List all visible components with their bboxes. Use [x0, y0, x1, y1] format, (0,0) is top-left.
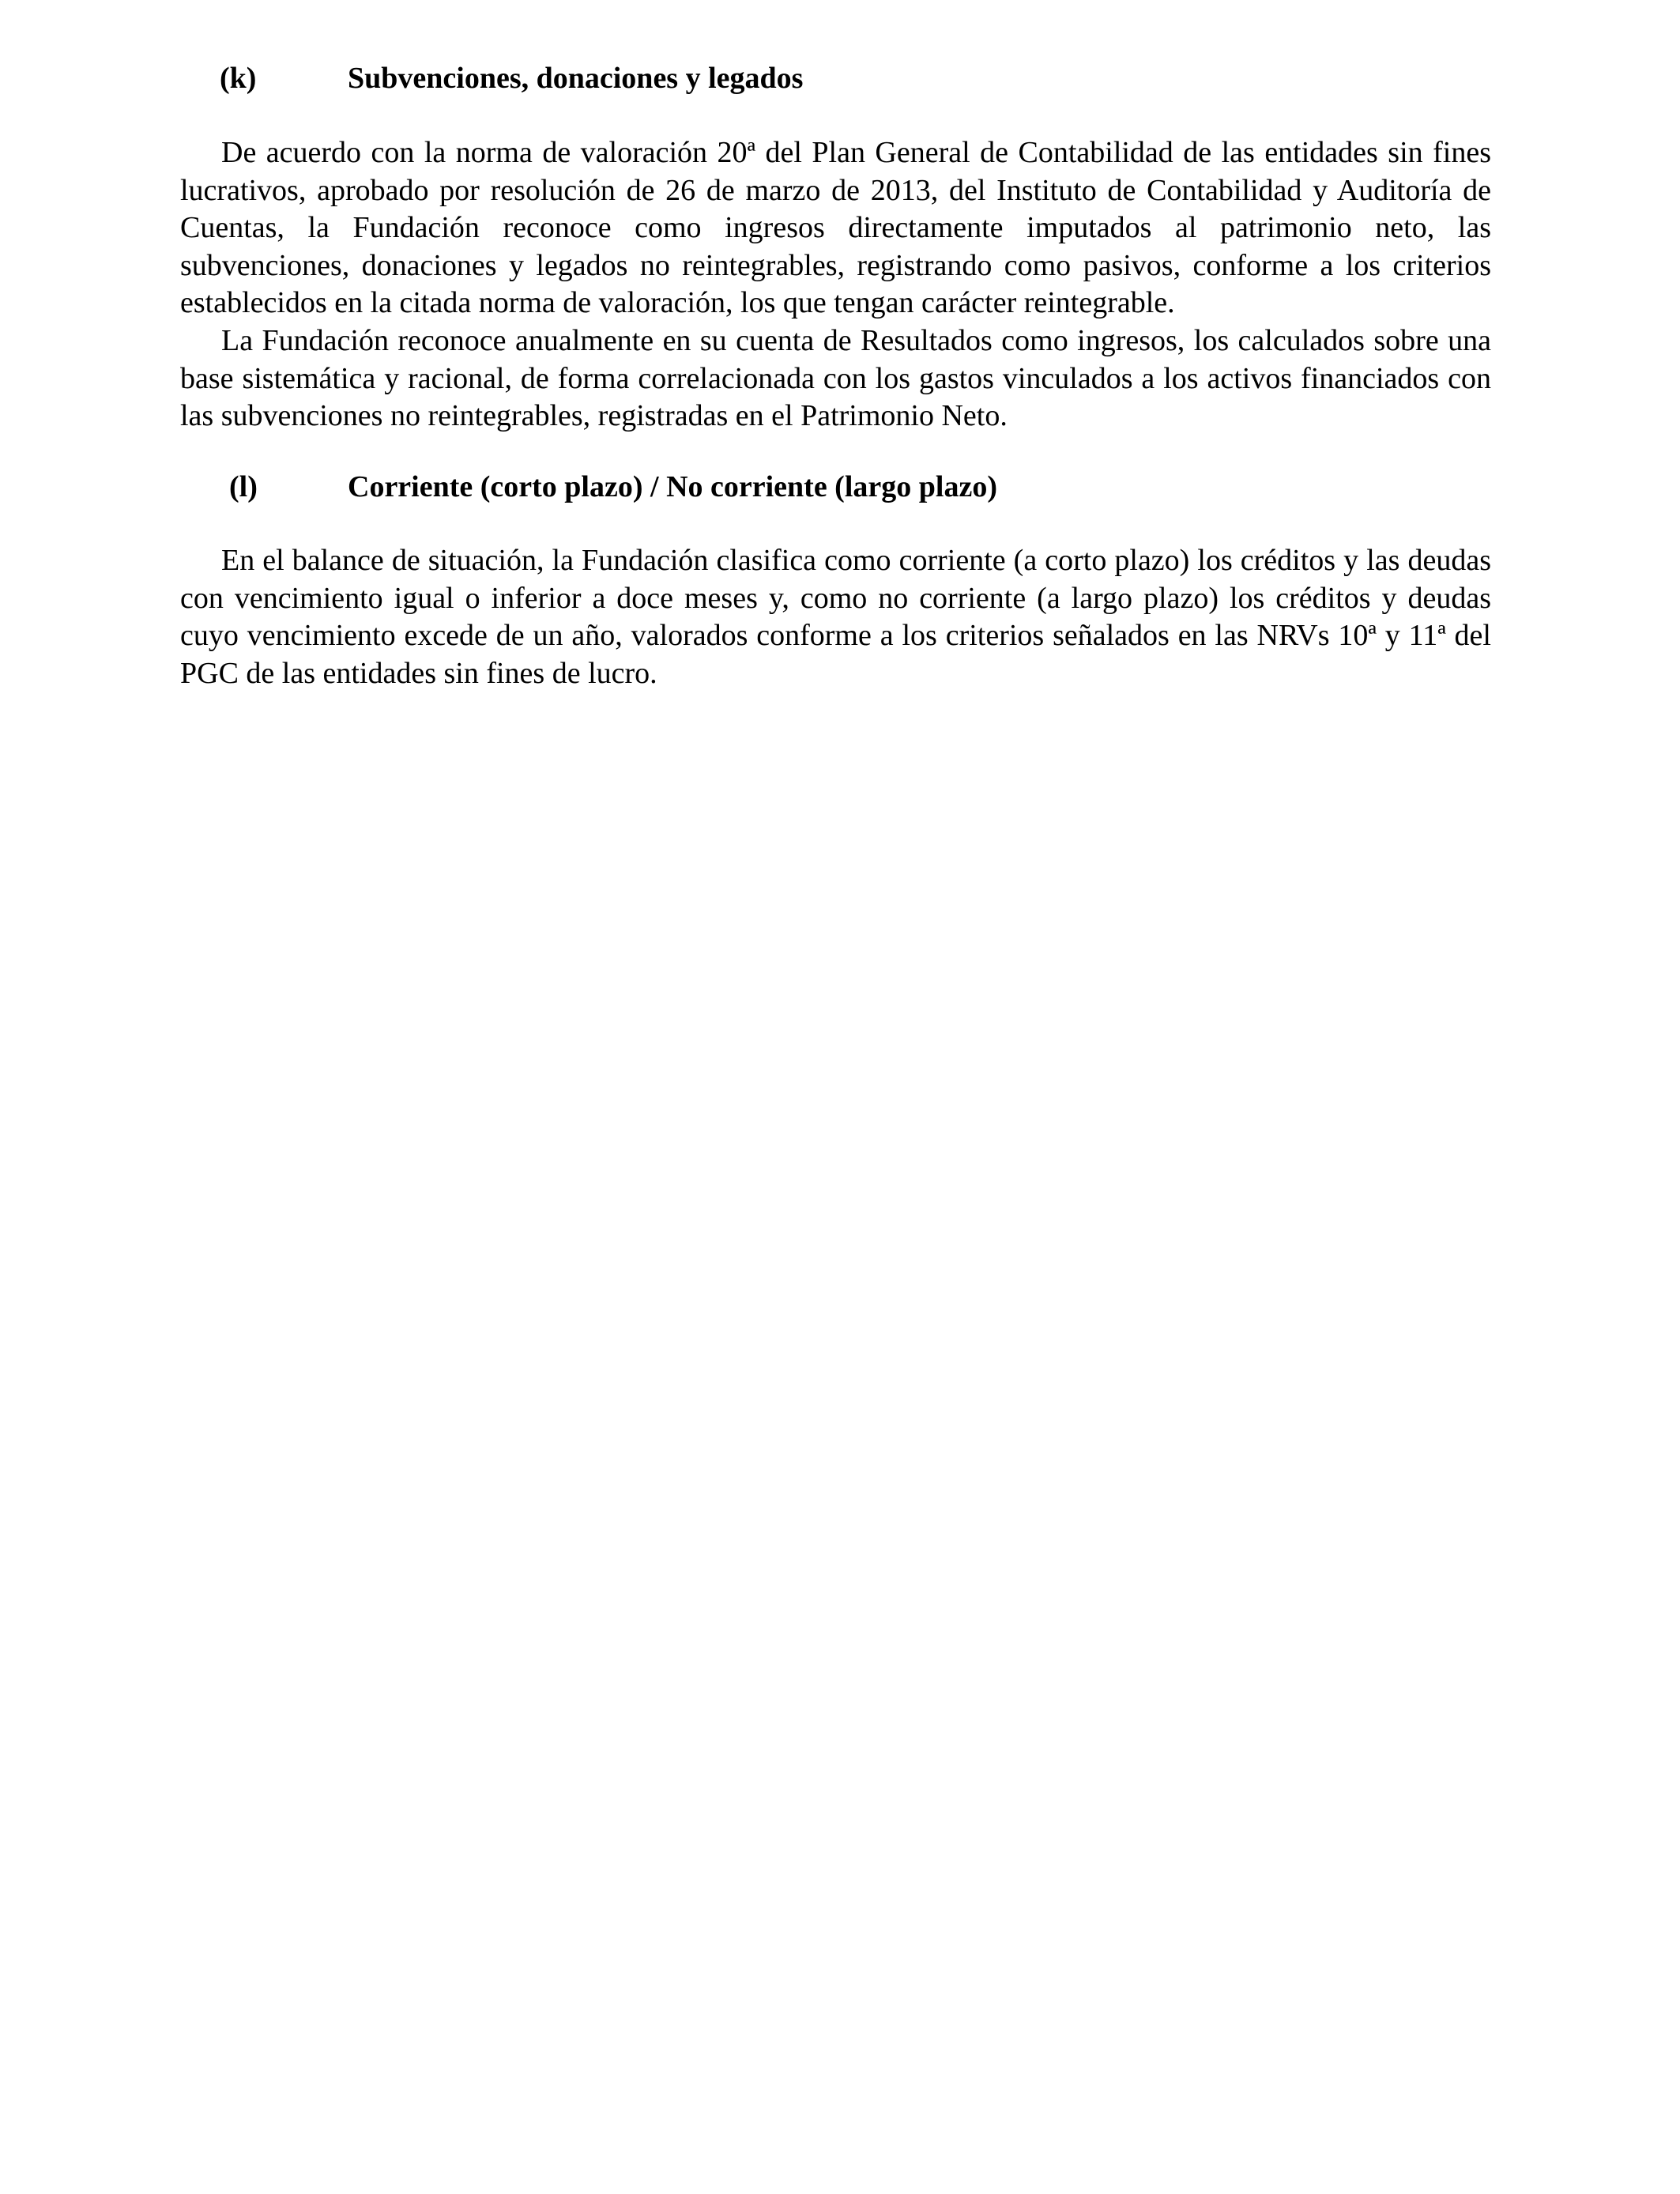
- section-number-k: (k): [220, 62, 257, 95]
- section-number-l: (l): [229, 470, 258, 503]
- paragraph-l-1: En el balance de situación, la Fundación clasifica como corriente (a corto plazo) los créditos y las deudas con vencimiento igual o inferior a doce meses y, como no corriente (a largo plazo) los créditos y deudas cuyo vencimiento excede de un año, valorados conforme a los criterios señalados en las NRVs 10ª y 11ª del PGC de las entidades sin fines de lucro.: [180, 544, 1491, 690]
- section-title-k: Subvenciones, donaciones y legados: [348, 62, 804, 95]
- section-title-l: Corriente (corto plazo) / No corriente (largo plazo): [348, 470, 997, 503]
- paragraph-k-2: La Fundación reconoce anualmente en su cuenta de Resultados como ingresos, los calculados sobre una base sistemática y racional, de forma correlacionada con los gastos vinculados a los activos financiados con las subvenciones no reintegrables, registradas en el Patrimonio Neto.: [180, 324, 1491, 432]
- paragraph-k-1: De acuerdo con la norma de valoración 20ª del Plan General de Contabilidad de las entidades sin fines lucrativos, aprobado por resolución de 26 de marzo de 2013, del Instituto de Contabilidad y Auditoría de Cuentas, la Fundación reconoce como ingresos directamente imputados al patrimonio neto, las subvenciones, donaciones y legados no reintegrables, registrando como pasivos, conforme a los criterios establecidos en la citada norma de valoración, los que tengan carácter reintegrable.: [180, 136, 1491, 319]
